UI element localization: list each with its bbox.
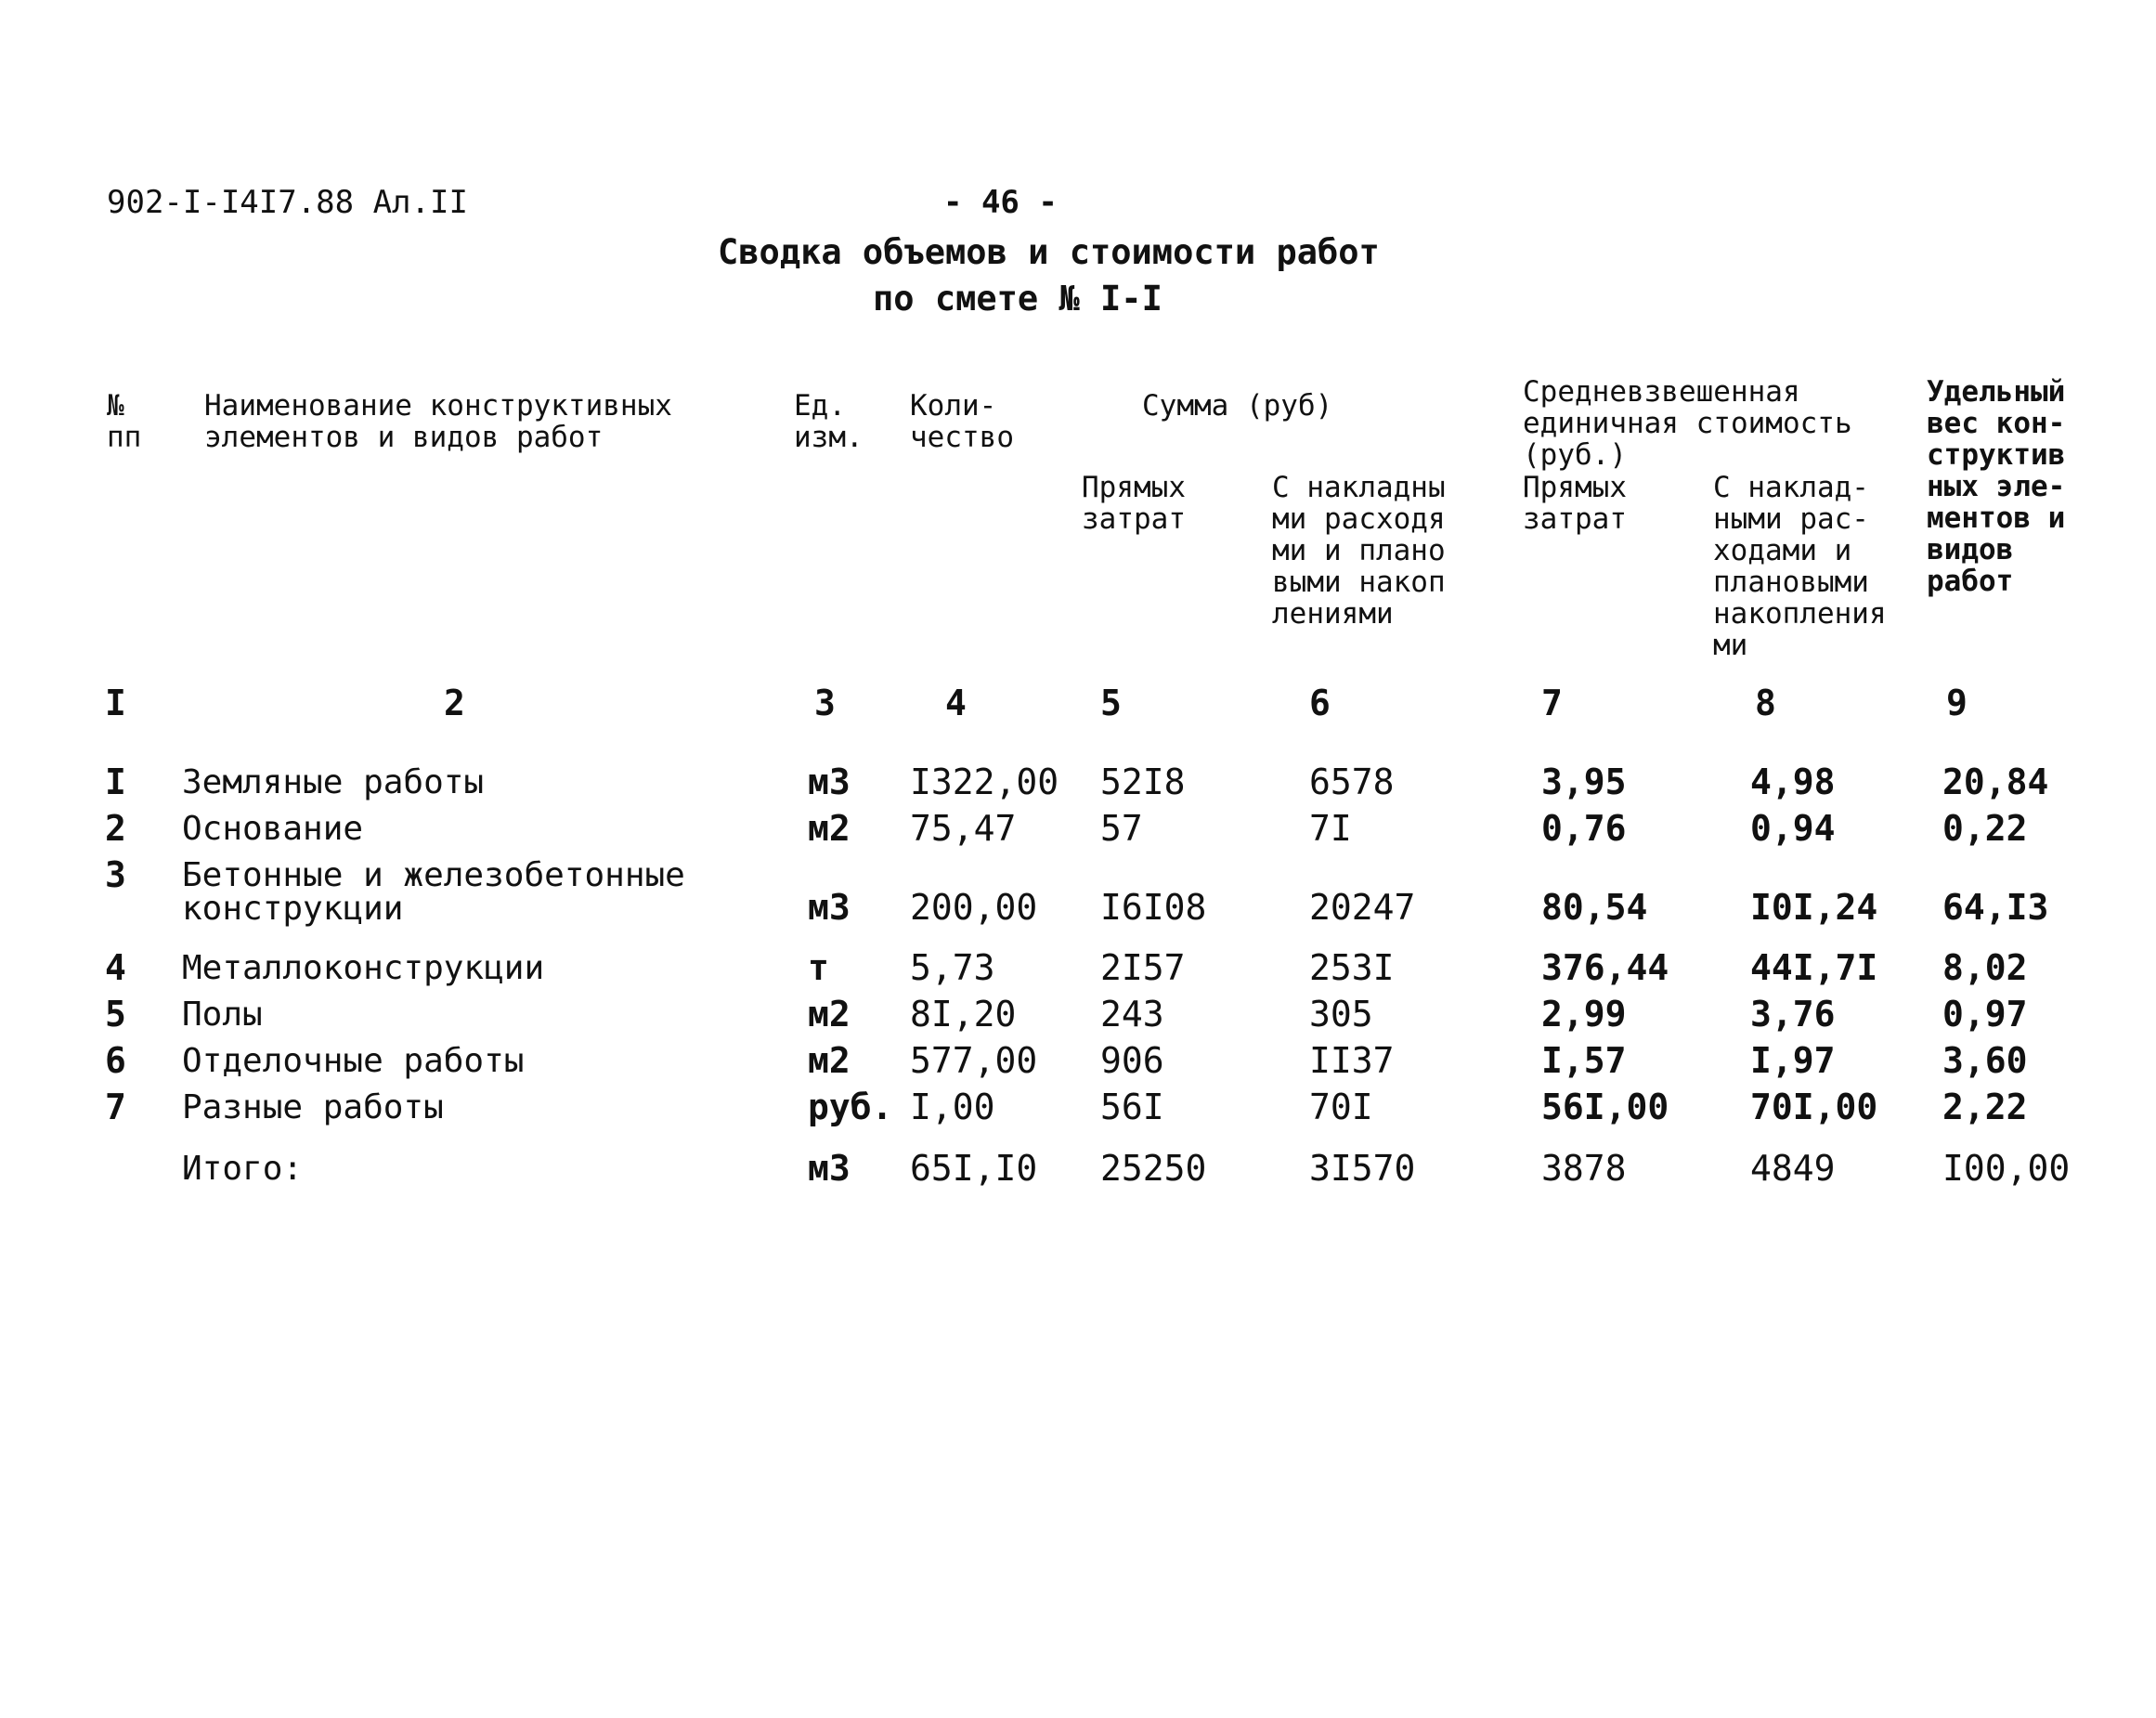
row-sum-direct: 2I57: [1100, 947, 1186, 988]
row-quantity: 75,47: [910, 808, 1017, 849]
row-avg-direct: 80,54: [1541, 887, 1648, 928]
header-avg-overhead: С наклад- ными рас- ходами и плановыми накопления ми: [1713, 471, 1887, 662]
row-avg-direct: 3,95: [1541, 761, 1627, 802]
row-quantity: 577,00: [910, 1040, 1038, 1081]
row-sum-direct: 56I: [1100, 1087, 1164, 1127]
total-avg-overhead: 4849: [1750, 1148, 1836, 1189]
row-unit: м3: [808, 887, 851, 928]
row-name: Разные работы: [182, 1088, 444, 1126]
row-sum-direct: 243: [1100, 994, 1164, 1035]
row-sum-direct: 57: [1100, 808, 1143, 849]
row-avg-overhead: 4,98: [1750, 761, 1836, 802]
column-number-6: 6: [1309, 683, 1331, 723]
row-avg-overhead: 44I,7I: [1750, 947, 1878, 988]
header-average-cost: Средневзвешенная единичная стоимость (руб.): [1523, 375, 1852, 472]
row-avg-overhead: 0,94: [1750, 808, 1836, 849]
row-quantity: I,00: [910, 1087, 995, 1127]
row-sum-direct: 52I8: [1100, 761, 1186, 802]
row-avg-direct: 376,44: [1541, 947, 1669, 988]
row-unit: м2: [808, 1040, 851, 1081]
column-number-4: 4: [945, 683, 967, 723]
row-avg-direct: 0,76: [1541, 808, 1627, 849]
row-unit: т: [808, 947, 829, 988]
row-name: Земляные работы: [182, 763, 485, 801]
row-number: 2: [105, 808, 126, 849]
total-quantity: 65I,I0: [910, 1148, 1038, 1189]
row-sum-overhead: 305: [1309, 994, 1373, 1035]
header-share: Удельный вес кон- структив ных эле- ментов и видов работ: [1927, 375, 2066, 598]
row-avg-overhead: 70I,00: [1750, 1087, 1878, 1127]
total-unit: м3: [808, 1148, 851, 1189]
column-number-7: 7: [1541, 683, 1563, 723]
row-unit: м3: [808, 761, 851, 802]
row-avg-overhead: I,97: [1750, 1040, 1836, 1081]
column-number-1: I: [105, 683, 126, 723]
page-number: - 46 -: [943, 184, 1058, 221]
row-avg-direct: 2,99: [1541, 994, 1627, 1035]
row-name: Полы: [182, 996, 263, 1034]
row-name: Основание: [182, 810, 364, 848]
header-avg-direct: Прямых затрат: [1523, 471, 1627, 536]
row-share: 64,I3: [1942, 887, 2049, 928]
total-sum-overhead: 3I570: [1309, 1148, 1416, 1189]
document-title: Сводка объемов и стоимости работ: [718, 232, 1380, 272]
row-unit: м2: [808, 994, 851, 1035]
row-number: 6: [105, 1040, 126, 1081]
row-sum-direct: 906: [1100, 1040, 1164, 1081]
column-number-2: 2: [444, 683, 465, 723]
row-number: 5: [105, 994, 126, 1035]
row-number: 3: [105, 854, 126, 895]
row-share: 2,22: [1942, 1087, 2028, 1127]
total-label: Итого:: [182, 1150, 304, 1188]
header-sum-direct: Прямых затрат: [1082, 471, 1186, 536]
row-quantity: 8I,20: [910, 994, 1017, 1035]
row-unit: м2: [808, 808, 851, 849]
row-share: 0,22: [1942, 808, 2028, 849]
row-name-continued: конструкции: [182, 890, 404, 928]
row-unit: руб.: [808, 1087, 893, 1127]
row-share: 3,60: [1942, 1040, 2028, 1081]
header-unit: Ед. изм.: [794, 389, 864, 454]
column-number-8: 8: [1755, 683, 1776, 723]
total-sum-direct: 25250: [1100, 1148, 1207, 1189]
row-quantity: I322,00: [910, 761, 1059, 802]
header-sum-overhead: С накладны ми расходя ми и плано выми накоп лениями: [1272, 471, 1446, 631]
row-share: 8,02: [1942, 947, 2028, 988]
row-sum-overhead: 20247: [1309, 887, 1416, 928]
row-number: I: [105, 761, 126, 802]
row-sum-direct: I6I08: [1100, 887, 1207, 928]
header-quantity: Коли- чество: [910, 389, 1014, 454]
row-sum-overhead: 6578: [1309, 761, 1395, 802]
row-name: Бетонные и железобетонные: [182, 856, 685, 894]
document-code: 902-I-I4I7.88 Ал.II: [107, 184, 468, 221]
row-share: 0,97: [1942, 994, 2028, 1035]
row-name: Отделочные работы: [182, 1042, 525, 1080]
column-number-9: 9: [1946, 683, 1968, 723]
row-share: 20,84: [1942, 761, 2049, 802]
row-avg-overhead: 3,76: [1750, 994, 1836, 1035]
header-row-number: № пп: [107, 389, 142, 454]
row-quantity: 200,00: [910, 887, 1038, 928]
header-sum: Сумма (руб): [1142, 389, 1333, 423]
document-subtitle: по смете № I-I: [873, 279, 1162, 319]
row-sum-overhead: II37: [1309, 1040, 1395, 1081]
row-number: 7: [105, 1087, 126, 1127]
column-number-5: 5: [1100, 683, 1122, 723]
row-quantity: 5,73: [910, 947, 995, 988]
row-sum-overhead: 70I: [1309, 1087, 1373, 1127]
header-name: Наименование конструктивных элементов и видов работ: [204, 389, 672, 454]
row-sum-overhead: 7I: [1309, 808, 1352, 849]
row-avg-direct: 56I,00: [1541, 1087, 1669, 1127]
total-avg-direct: 3878: [1541, 1148, 1627, 1189]
row-sum-overhead: 253I: [1309, 947, 1395, 988]
row-avg-overhead: I0I,24: [1750, 887, 1878, 928]
row-avg-direct: I,57: [1541, 1040, 1627, 1081]
row-name: Металлоконструкции: [182, 949, 545, 987]
total-share: I00,00: [1942, 1148, 2071, 1189]
column-number-3: 3: [814, 683, 836, 723]
row-number: 4: [105, 947, 126, 988]
